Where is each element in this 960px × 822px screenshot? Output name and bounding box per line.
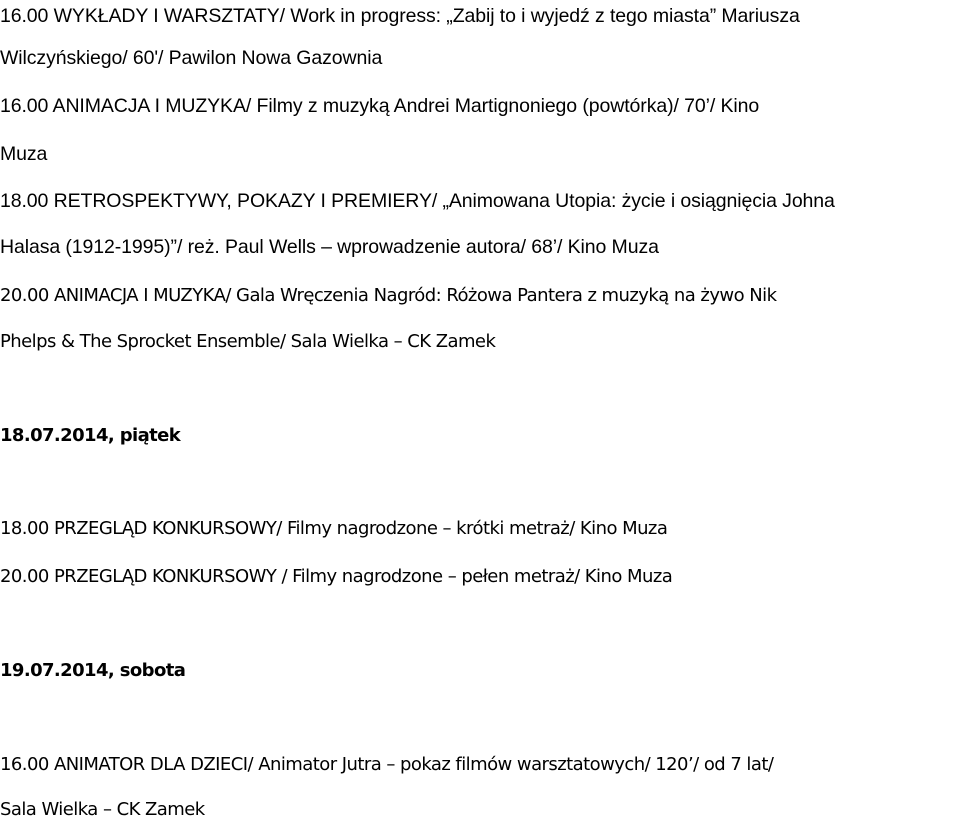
program-line: Muza bbox=[0, 143, 48, 165]
program-line: Wilczyńskiego/ 60'/ Pawilon Nowa Gazownia bbox=[0, 47, 383, 69]
program-line: Halasa (1912-1995)”/ reż. Paul Wells – wprowadzenie autora/ 68’/ Kino Muza bbox=[0, 236, 659, 258]
day-heading: 18.07.2014, piątek bbox=[0, 425, 181, 446]
day-heading: 19.07.2014, sobota bbox=[0, 660, 186, 681]
program-line: 16.00 ANIMACJA I MUZYKA/ Filmy z muzyką Andrei Martignoniego (powtórka)/ 70’/ Kino bbox=[0, 95, 760, 117]
program-line: 16.00 WYKŁADY I WARSZTATY/ Work in progress: „Zabij to i wyjedź z tego miasta” Mariusza bbox=[0, 5, 800, 27]
program-line: Sala Wielka – CK Zamek bbox=[0, 799, 205, 820]
program-line: 20.00 PRZEGLĄD KONKURSOWY / Filmy nagrodzone – pełen metraż/ Kino Muza bbox=[0, 566, 673, 587]
program-line: Phelps & The Sprocket Ensemble/ Sala Wielka – CK Zamek bbox=[0, 331, 496, 352]
program-line: 16.00 ANIMATOR DLA DZIECI/ Animator Jutra – pokaz filmów warsztatowych/ 120’/ od 7 lat/ bbox=[0, 754, 774, 775]
program-line: 20.00 ANIMACJA I MUZYKA/ Gala Wręczenia Nagród: Różowa Pantera z muzyką na żywo Nik bbox=[0, 285, 777, 306]
program-line: 18.00 RETROSPEKTYWY, POKAZY I PREMIERY/ „Animowana Utopia: życie i osiągnięcia Johna bbox=[0, 190, 835, 212]
program-line: 18.00 PRZEGLĄD KONKURSOWY/ Filmy nagrodzone – krótki metraż/ Kino Muza bbox=[0, 518, 668, 539]
